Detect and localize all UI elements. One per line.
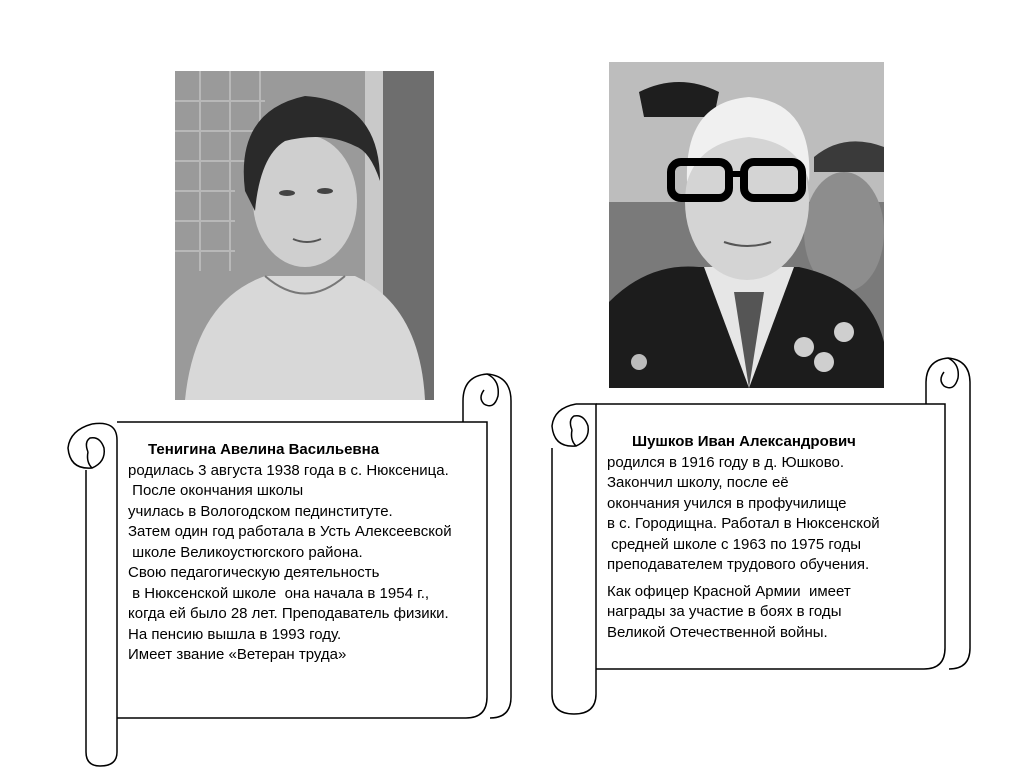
- bio-card-left: [128, 440, 452, 666]
- bio-line: в с. Городищна. Работал в Нюксенской: [607, 515, 880, 532]
- bio-line: Великой Отечественной войны.: [607, 623, 828, 641]
- bio-card-right: [607, 432, 880, 643]
- bio-line: в Нюксенской школе она начала в 1954 г.,: [128, 584, 430, 602]
- bio-line: награды за участие в боях в годы: [607, 603, 842, 620]
- bio-line: родился в 1916 году в д. Юшково.: [607, 453, 845, 471]
- bio-line: училась в Вологодском пединституте.: [128, 502, 393, 520]
- bio-line: когда ей было 28 лет. Преподаватель физики.: [128, 605, 449, 622]
- bio-line: Имеет звание «Ветеран труда»: [128, 646, 347, 663]
- bio-line: родилась 3 августа 1938 года в с. Нюксеница.: [128, 461, 449, 479]
- person-name-left: Тенигина Авелина Васильевна: [148, 441, 380, 458]
- bio-line: После окончания школы: [128, 482, 304, 499]
- bio-line: Свою педагогическую деятельность: [128, 564, 380, 581]
- bio-line: Как офицер Красной Армии имеет: [607, 582, 851, 600]
- bio-line: преподавателем трудового обучения.: [607, 556, 870, 573]
- bio-line: школе Великоустюгского района.: [128, 543, 363, 561]
- bio-line: Затем один год работала в Усть Алексеевской: [128, 523, 452, 540]
- bio-line: На пенсию вышла в 1993 году.: [128, 625, 342, 643]
- person-name-right: Шушков Иван Александрович: [632, 433, 856, 450]
- portrait-photo-man: [609, 62, 884, 388]
- bio-line: средней школе с 1963 по 1975 годы: [607, 535, 862, 553]
- bio-line: Закончил школу, после её: [607, 474, 789, 491]
- portrait-photo-woman: [175, 71, 434, 400]
- bio-line: окончания учился в профучилище: [607, 494, 847, 512]
